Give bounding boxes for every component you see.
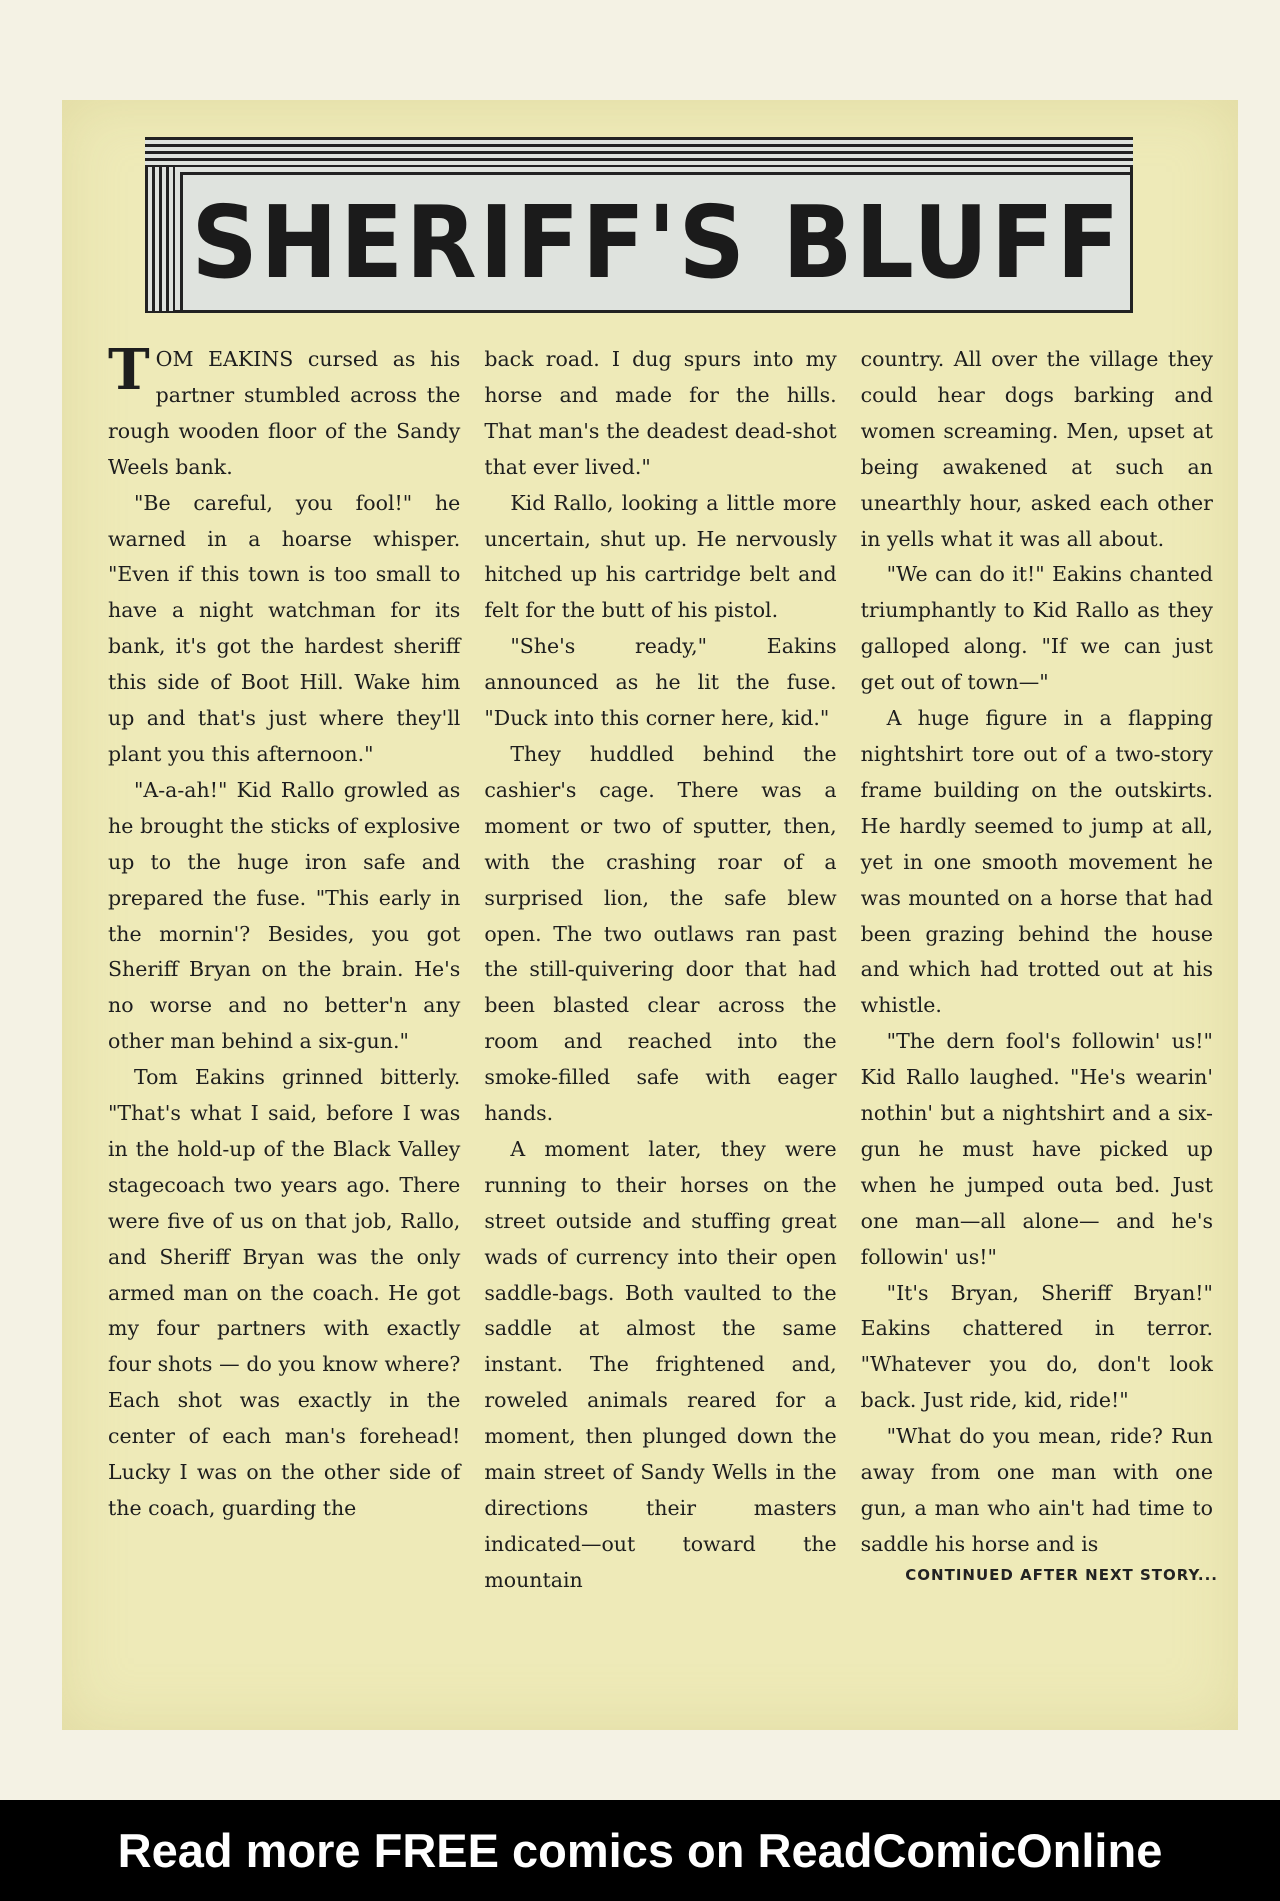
text-column-2 (484, 342, 837, 1592)
promo-banner[interactable] (0, 1800, 1280, 1901)
paragraph: "The dern fool's followin' us!" Kid Rallo laughed. "He's wearin' nothin' but a nightshirt and a six-gun he must have picked up when he jumped outa bed. Just one man—all alone— and he's followin' us!" (860, 1029, 1213, 1269)
paragraph: "What do you mean, ride? Run away from one man with one gun, a man who ain't had time to saddle his horse and is (860, 1424, 1213, 1556)
paragraph: They huddled behind the cashier's cage. There was a moment or two of sputter, then, with the crashing roar of a surprised lion, the safe blew open. The two outlaws ran past the still-quivering door that had been blasted clear across the room and reached into the smoke-filled safe with eager hands. (484, 741, 837, 1126)
paragraph: TOM EAKINS cursed as his partner stumbled across the rough wooden floor of the Sandy Weels bank. (108, 337, 461, 479)
paragraph: "She's ready," Eakins announced as he lit the fuse. "Duck into this corner here, kid." (484, 634, 837, 731)
paragraph: "A-a-ah!" Kid Rallo growled as he brought the sticks of explosive up to the huge iron safe and prepared the fuse. "This early in the mornin'? Besides, you got Sheriff Bryan on the brain. He's no worse and no better'n any other man behind a six-gun." (108, 777, 461, 1054)
paragraph: Kid Rallo, looking a little more uncertain, shut up. He nervously hitched up his cartridge belt and felt for the butt of his pistol. (484, 490, 837, 623)
paragraph: back road. I dug spurs into my horse and made for the hills. That man's the deadest dead-shot that ever lived." (484, 347, 837, 479)
paragraph: "We can do it!" Eakins chanted triumphantly to Kid Rallo as they galloped along. "If we can just get out of town—" (860, 562, 1213, 695)
promo-banner-text[interactable]: Read more FREE comics on ReadComicOnline (117, 1824, 1163, 1877)
story-title: SHERIFF'S BLUFF (191, 184, 1122, 301)
paragraph: "It's Bryan, Sheriff Bryan!" Eakins chattered in terror. "Whatever you do, don't look back. Just ride, kid, ride!" (860, 1280, 1213, 1413)
text-column-1 (108, 337, 461, 1572)
paragraph: A moment later, they were running to their horses on the street outside and stuffing great wads of currency into their open saddle-bags. Both vaulted to the saddle at almost the same instant. The frightened and, roweled animals reared for a moment, then plunged down the main street of Sandy Wells in the directions their masters indicated—out toward the mountain (484, 1136, 837, 1592)
paragraph: A huge figure in a flapping nightshirt tore out of a two-story frame building on the outskirts. He hardly seemed to jump at all, yet in one smooth movement he was mounted on a horse that had been grazing behind the house and which had trotted out at his whistle. (860, 706, 1213, 1018)
paragraph: "Be careful, you fool!" he warned in a hoarse whisper. "Even if this town is too small to have a night watchman for its bank, it's got the hardest sheriff this side of Boot Hill. Wake him up and that's just where they'll plant you this afternoon." (108, 490, 461, 766)
continued-note: CONTINUED AFTER NEXT STORY... (905, 1566, 1218, 1584)
title-banner (145, 137, 1133, 313)
paragraph: country. All over the village they could hear dogs barking and women screaming. Men, upset at being awakened at such an unearthly hour, asked each other in yells what it was all about. (860, 347, 1213, 551)
paragraph: Tom Eakins grinned bitterly. "That's what I said, before I was in the hold-up of the Black Valley stagecoach two years ago. There were five of us on that job, Rallo, and Sheriff Bryan was the only armed man on the coach. He got my four partners with exactly four shots — do you know where? Each shot was exactly in the center of each man's forehead! Lucky I was on the other side of the coach, guarding the (108, 1065, 461, 1520)
text-column-3 (861, 342, 1213, 1572)
title-panel (180, 172, 1130, 310)
